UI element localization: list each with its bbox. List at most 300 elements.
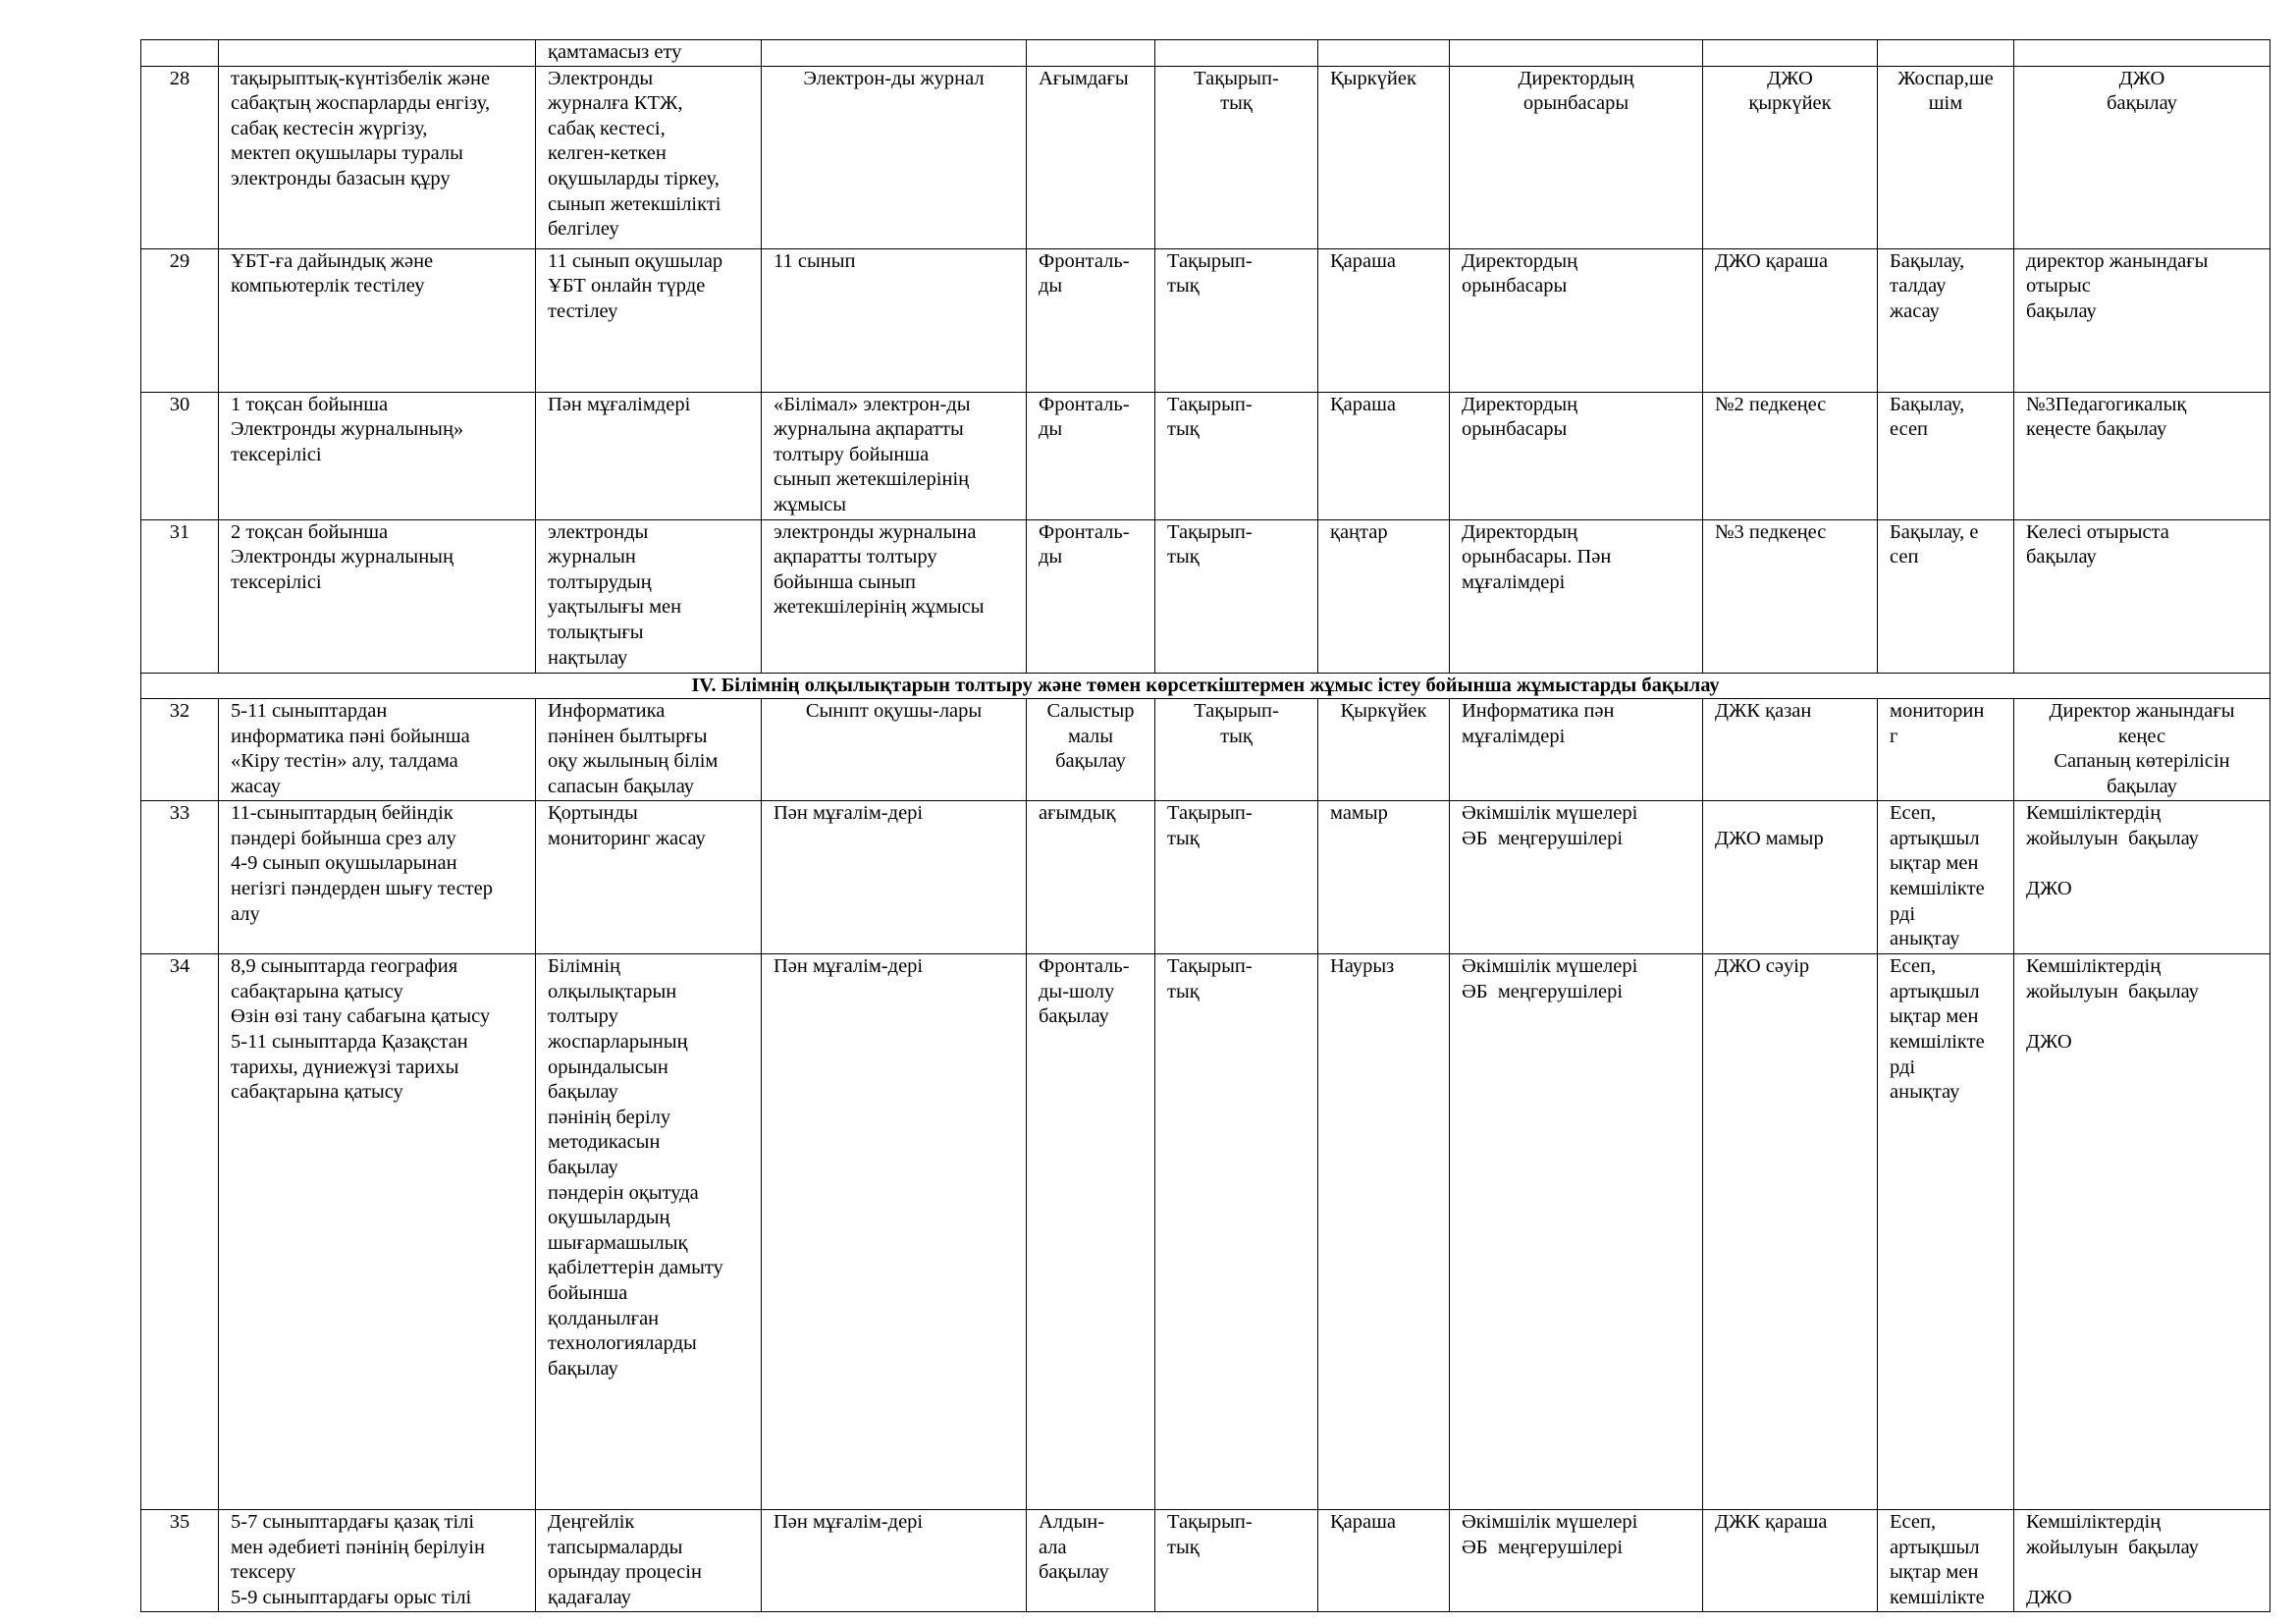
cell-line: бақылау (1055, 750, 1126, 773)
cell-line: Қараша (1330, 393, 1397, 415)
cell-line: Әкімшілік мүшелері (1462, 955, 1638, 978)
cell-col-decision (2014, 66, 2270, 248)
cell-col-type (1027, 1510, 1155, 1612)
cell-col-result (1878, 248, 2014, 392)
row-number: 34 (141, 954, 219, 1510)
cell-line: Ағымдағы (1039, 67, 1129, 89)
cell-col-form (1155, 699, 1318, 801)
cell-line: Наурыз (1330, 955, 1395, 978)
cell-col-type (1027, 801, 1155, 954)
cell-line: Тақырып- (1167, 1511, 1253, 1534)
table-row (141, 519, 2270, 673)
cell-line: мониторин (1890, 700, 1985, 723)
cell-line: келген-кеткен (548, 142, 667, 165)
cell-col-purpose (536, 519, 762, 673)
cell-line: сабақ кестесін жүргізу, (231, 117, 428, 139)
cell-col-form (1155, 519, 1318, 673)
cell-col-purpose (536, 801, 762, 954)
cell-col-type (1027, 519, 1155, 673)
table-row (141, 1510, 2270, 1612)
cell-line: Кемшіліктердің (2026, 1511, 2162, 1534)
cell-col-decision (2014, 954, 2270, 1510)
cell-col-responsible (1450, 519, 1703, 673)
cell-col-result (1878, 1510, 2014, 1612)
cell-line: анықтау (1890, 928, 1960, 950)
cell-line: бақылау (2026, 546, 2097, 568)
cell-line: рді (1890, 1056, 1916, 1078)
cell-line: Информатика пән (1462, 700, 1615, 723)
cell-line: тестілеу (548, 299, 618, 322)
cell-line: Электронды (548, 67, 654, 89)
cell-line: «Білімал» электрон-ды (774, 393, 971, 415)
cell-col-decision (2014, 801, 2270, 954)
cell-line: толықтығы (548, 621, 644, 643)
table-row-continuation (141, 40, 2270, 67)
cell-line: Кемшіліктердің (2026, 955, 2162, 978)
cell-col-purpose (536, 248, 762, 392)
cell-line: ДЖО (2026, 1030, 2072, 1053)
cell-line: толтыру бойынша (774, 443, 930, 465)
cell-line: ДЖО (2118, 67, 2165, 89)
cell-line: сабақ кестесі, (548, 117, 666, 139)
cell-col-period (1318, 801, 1450, 954)
cell-col-decision (2014, 392, 2270, 519)
table-body (141, 40, 2270, 1612)
cell-line: ДЖО (2026, 1586, 2072, 1608)
table-row (141, 66, 2270, 248)
cell-line: г (1890, 725, 1898, 747)
cell-line: Фронталь- (1039, 520, 1130, 543)
cell-line: рді (1890, 902, 1916, 925)
cell-line: Кемшіліктердің (2026, 802, 2162, 825)
cell-col-review-place (1703, 699, 1878, 801)
cell-line: тық (1167, 418, 1200, 441)
cell-line: жетекшілерінің жұмысы (774, 596, 985, 619)
cell-col-responsible (1450, 248, 1703, 392)
cell-line: ДЖО (2026, 877, 2072, 899)
cell-line: 2 тоқсан бойынша (231, 520, 389, 543)
cell-line: ӘБ меңгерушілері (1462, 827, 1624, 849)
cell-line (2026, 1004, 2258, 1030)
cell-line: тық (1167, 275, 1200, 298)
cell-line: Тақырып- (1194, 700, 1279, 723)
cell-col-activity (219, 699, 536, 801)
cell-line: мамыр (1330, 802, 1388, 825)
cell-line: тық (1220, 725, 1253, 747)
cell-line: негізгі пәндерден шығу тестер (231, 877, 493, 899)
cell-line: 8,9 сыныптарда география (231, 955, 458, 978)
cell-col-type (1027, 248, 1155, 392)
cell-col-activity (219, 954, 536, 1510)
cell-col-purpose (536, 1510, 762, 1612)
cell-line: анықтау (1890, 1081, 1960, 1104)
cell-line: Директордың (1462, 520, 1578, 543)
cell-line: бақылау (2107, 92, 2177, 115)
cell-col-decision (2014, 248, 2270, 392)
cell-line: жасау (1890, 299, 1940, 322)
cell-line: Есеп, (1890, 802, 1937, 825)
cell-line: Директордың (1462, 249, 1578, 272)
cell-line: бақылау (548, 1156, 618, 1178)
cell-col-purpose (536, 40, 762, 67)
cell-col-object (762, 40, 1027, 67)
cell-line: бойынша (548, 1281, 628, 1304)
cell-line: 5-9 сыныптардағы орыс тілі (231, 1586, 472, 1608)
cell-line: директор жанындағы (2026, 249, 2209, 272)
cell-col-responsible (1450, 954, 1703, 1510)
cell-line: ҰБТ онлайн түрде (548, 275, 706, 298)
cell-line: бақылау (1039, 1005, 1109, 1028)
cell-line: ақпаратты толтыру (774, 546, 937, 568)
cell-line: Сапаның көтерілісін (2054, 750, 2230, 773)
cell-line: жойылуын бақылау (2026, 827, 2199, 849)
cell-line: №3 педкеңес (1715, 520, 1827, 543)
cell-line: уақтылығы мен (548, 596, 682, 619)
cell-line: шығармашылық (548, 1231, 688, 1254)
cell-line: артықшыл (1890, 1536, 1980, 1558)
cell-col-form (1155, 40, 1318, 67)
cell-line: оқушылардың (548, 1207, 670, 1229)
cell-line: олқылықтарын (548, 980, 677, 1002)
cell-line: ала (1039, 1536, 1067, 1558)
cell-col-result (1878, 519, 2014, 673)
cell-col-result (1878, 801, 2014, 954)
cell-line: компьютерлік тестілеу (231, 275, 425, 298)
cell-col-number (141, 40, 219, 67)
cell-line: 11 сынып (774, 249, 856, 272)
cell-line: мен әдебиеті пәнінің берілуін (231, 1536, 485, 1558)
cell-line: кемшілікте (1890, 1586, 1985, 1608)
cell-line: методикасын (548, 1131, 661, 1154)
cell-line: тық (1167, 980, 1200, 1002)
cell-col-decision (2014, 40, 2270, 67)
cell-line: алу (231, 902, 260, 925)
row-number: 32 (141, 699, 219, 801)
cell-line: Тақырып- (1167, 955, 1253, 978)
cell-line: электронды базасын құру (231, 167, 451, 189)
cell-line: сабақтарына қатысу (231, 1081, 403, 1104)
cell-line: тексеру (231, 1561, 296, 1584)
cell-col-purpose (536, 954, 762, 1510)
cell-line (1715, 801, 1865, 827)
cell-text: қамтамасыз ету (548, 41, 682, 63)
cell-line: жойылуын бақылау (2026, 980, 2199, 1002)
cell-col-object (762, 519, 1027, 673)
cell-col-responsible (1450, 1510, 1703, 1612)
cell-line: Фронталь- (1039, 249, 1130, 272)
cell-col-review-place (1703, 66, 1878, 248)
cell-line: журналын (548, 546, 636, 568)
cell-col-form (1155, 66, 1318, 248)
cell-col-activity (219, 1510, 536, 1612)
cell-line: орынбасары. Пән (1462, 546, 1612, 568)
cell-line: толтырудың (548, 570, 652, 593)
cell-line: орындалысын (548, 1056, 668, 1078)
cell-col-result (1878, 40, 2014, 67)
cell-line: бақылау (2026, 299, 2097, 322)
cell-line: Есеп, (1890, 1511, 1937, 1534)
cell-line: белгілеу (548, 218, 619, 241)
cell-line: 4-9 сынып оқушыларынан (231, 852, 457, 875)
cell-col-activity (219, 248, 536, 392)
cell-col-responsible (1450, 66, 1703, 248)
cell-line: Электронды журналының (231, 546, 454, 568)
cell-line: тақырыптық-күнтізбелік және (231, 67, 491, 89)
row-number: 29 (141, 248, 219, 392)
cell-line: шім (1928, 92, 1963, 115)
cell-col-activity (219, 392, 536, 519)
cell-line: тапсырмаларды (548, 1536, 683, 1558)
cell-col-activity (219, 519, 536, 673)
cell-line: қыркүйек (1748, 92, 1832, 115)
cell-line: «Кіру тестін» алу, талдама (231, 750, 458, 773)
cell-line: мектеп оқушылары туралы (231, 142, 463, 165)
cell-line: мониторинг жасау (548, 827, 706, 849)
cell-line: жоспарларының (548, 1030, 688, 1053)
cell-line: Тақырып- (1167, 802, 1253, 825)
cell-col-responsible (1450, 801, 1703, 954)
cell-line: Директордың (1462, 393, 1578, 415)
cell-col-review-place (1703, 1510, 1878, 1612)
cell-line: мұғалімдері (1462, 570, 1566, 593)
cell-line: нақтылау (548, 646, 628, 669)
cell-line: Әкімшілік мүшелері (1462, 1511, 1638, 1534)
cell-line: Әкімшілік мүшелері (1462, 802, 1638, 825)
cell-col-decision (2014, 1510, 2270, 1612)
cell-line: ДЖО қараша (1715, 249, 1829, 272)
cell-line: есеп (1890, 418, 1929, 441)
table-row (141, 248, 2270, 392)
cell-line: ДЖК қараша (1715, 1511, 1828, 1534)
cell-line: Пән мұғалім-дері (774, 802, 924, 825)
cell-col-period (1318, 248, 1450, 392)
cell-col-review-place (1703, 519, 1878, 673)
cell-line: артықшыл (1890, 980, 1980, 1002)
cell-line: сынып жетекшілікті (548, 192, 721, 215)
cell-line: ӘБ меңгерушілері (1462, 980, 1624, 1002)
cell-line: бақылау (1039, 1561, 1109, 1584)
cell-line: пәнінің берілу (548, 1106, 671, 1128)
cell-line: ды (1039, 418, 1063, 441)
cell-col-object (762, 699, 1027, 801)
cell-line: бақылау (548, 1357, 618, 1380)
cell-col-period (1318, 519, 1450, 673)
control-plan-table (140, 39, 2270, 1612)
cell-col-object (762, 66, 1027, 248)
cell-line: кеңес (2117, 725, 2166, 747)
cell-line: Фронталь- (1039, 955, 1130, 978)
cell-line: Фронталь- (1039, 393, 1130, 415)
table-row (141, 392, 2270, 519)
cell-line: журналына ақпаратты (774, 418, 964, 441)
cell-line: Тақырып- (1167, 249, 1253, 272)
cell-line: Тақырып- (1167, 520, 1253, 543)
section-row (141, 673, 2270, 699)
cell-line: тық (1167, 1536, 1200, 1558)
cell-col-review-place (1703, 40, 1878, 67)
cell-line: ДЖК қазан (1715, 700, 1812, 723)
cell-line: жұмысы (774, 493, 847, 515)
cell-col-type (1027, 40, 1155, 67)
cell-line: ықтар мен (1890, 1561, 1979, 1584)
cell-line: сабақтарына қатысу (231, 980, 403, 1002)
cell-col-activity (219, 40, 536, 67)
cell-line: Қыркүйек (1330, 67, 1416, 89)
cell-col-period (1318, 1510, 1450, 1612)
cell-line: Пән мұғалім-дері (774, 1511, 924, 1534)
cell-line: орынбасары (1462, 418, 1568, 441)
cell-line: Информатика (548, 700, 666, 723)
cell-line: Бақылау, (1890, 393, 1965, 415)
cell-col-type (1027, 954, 1155, 1510)
cell-line (2026, 1560, 2258, 1586)
cell-col-result (1878, 392, 2014, 519)
table-row (141, 801, 2270, 954)
cell-col-decision (2014, 699, 2270, 801)
cell-line: талдау (1890, 275, 1947, 298)
cell-line: Қараша (1330, 1511, 1397, 1534)
cell-col-responsible (1450, 699, 1703, 801)
section-heading: IV. Білімнің олқылықтарын толтыру және төмен көрсеткіштермен жұмыс істеу бойынша жұмыстарды бақылау (141, 673, 2270, 699)
cell-col-responsible (1450, 40, 1703, 67)
cell-line: тық (1220, 92, 1253, 115)
cell-col-object (762, 801, 1027, 954)
cell-line: артықшыл (1890, 827, 1980, 849)
cell-col-form (1155, 1510, 1318, 1612)
cell-line: тарихы, дүниежүзі тарихы (231, 1056, 459, 1078)
cell-line: Салыстыр (1046, 700, 1135, 723)
row-number: 35 (141, 1510, 219, 1612)
cell-line: Электронды журналының» (231, 418, 464, 441)
cell-line: пәндері бойынша срез алу (231, 827, 456, 849)
cell-line: тексерілісі (231, 570, 322, 593)
cell-line: мұғалімдері (1462, 725, 1566, 747)
cell-line: жойылуын бақылау (2026, 1536, 2199, 1558)
cell-line: Электрон-ды журнал (803, 67, 985, 89)
cell-line: технологияларды (548, 1332, 697, 1355)
cell-line: Білімнің (548, 955, 621, 978)
cell-line: 1 тоқсан бойынша (231, 393, 389, 415)
cell-line: Қыркүйек (1340, 700, 1427, 723)
cell-col-purpose (536, 392, 762, 519)
cell-line: Пән мұғалім-дері (774, 955, 924, 978)
cell-line: Тақырып- (1167, 393, 1253, 415)
cell-line: оқушыларды тіркеу, (548, 167, 720, 189)
cell-line: қолданылған (548, 1307, 660, 1329)
cell-line: Пән мұғалімдері (548, 393, 691, 415)
cell-col-form (1155, 392, 1318, 519)
cell-line: Тақырып- (1194, 67, 1279, 89)
cell-line: Өзін өзі тану сабағына қатысу (231, 1005, 491, 1028)
cell-col-activity (219, 66, 536, 248)
cell-col-type (1027, 392, 1155, 519)
cell-line: №3Педагогикалық (2026, 393, 2187, 415)
cell-line: Деңгейлік (548, 1511, 635, 1534)
cell-col-object (762, 248, 1027, 392)
cell-line: орынбасары (1462, 275, 1568, 298)
cell-line: ықтар мен (1890, 852, 1979, 875)
cell-line: орындау процесін (548, 1561, 702, 1584)
cell-col-type (1027, 699, 1155, 801)
cell-line: бақылау (2107, 775, 2177, 797)
cell-col-responsible (1450, 392, 1703, 519)
cell-line: тық (1167, 546, 1200, 568)
cell-line: Келесі отырыста (2026, 520, 2169, 543)
cell-line: қаңтар (1330, 520, 1388, 543)
cell-line: ды (1039, 546, 1063, 568)
cell-col-object (762, 1510, 1027, 1612)
cell-col-period (1318, 40, 1450, 67)
cell-col-form (1155, 248, 1318, 392)
cell-line: Директор жанындағы (2049, 700, 2235, 723)
cell-line: ды (1039, 275, 1063, 298)
cell-col-purpose (536, 699, 762, 801)
cell-line: Қортынды (548, 802, 638, 825)
cell-line: Алдын- (1039, 1511, 1105, 1534)
cell-col-result (1878, 699, 2014, 801)
cell-line: 5-11 сыныптардан (231, 700, 388, 723)
cell-line: пәндерін оқытуда (548, 1181, 699, 1204)
cell-line: ӘБ меңгерушілері (1462, 1536, 1624, 1558)
row-number: 33 (141, 801, 219, 954)
cell-col-period (1318, 954, 1450, 1510)
cell-line: ДЖО мамыр (1715, 827, 1824, 849)
cell-line: толтыру (548, 1005, 618, 1028)
cell-line: Жоспар,ше (1897, 67, 1994, 89)
cell-col-activity (219, 801, 536, 954)
cell-line: бақылау (548, 1081, 618, 1104)
cell-line: журналға КТЖ, (548, 92, 683, 115)
cell-line: электронды журналына (774, 520, 977, 543)
cell-col-review-place (1703, 248, 1878, 392)
cell-line: бойынша сынып (774, 570, 916, 593)
cell-col-result (1878, 954, 2014, 1510)
cell-col-review-place (1703, 801, 1878, 954)
cell-line: орынбасары (1522, 92, 1629, 115)
cell-line: қабілеттерін дамыту (548, 1257, 723, 1279)
cell-col-form (1155, 801, 1318, 954)
cell-line: тексерілісі (231, 443, 322, 465)
cell-line: 5-11 сыныптарда Қазақстан (231, 1030, 468, 1053)
cell-line: 5-7 сыныптардағы қазақ тілі (231, 1511, 475, 1534)
table-row (141, 699, 2270, 801)
cell-line: №2 педкеңес (1715, 393, 1827, 415)
cell-col-review-place (1703, 954, 1878, 1510)
cell-line: Қараша (1330, 249, 1397, 272)
cell-col-result (1878, 66, 2014, 248)
cell-col-purpose (536, 66, 762, 248)
cell-line: ағымдық (1039, 802, 1116, 825)
cell-line: Директордың (1518, 67, 1634, 89)
cell-line: Сынıпт оқушы-лары (805, 700, 983, 723)
cell-col-object (762, 954, 1027, 1510)
cell-line: Бақылау, (1890, 249, 1965, 272)
cell-line: Бақылау, е (1890, 520, 1979, 543)
cell-line: сынып жетекшілерінің (774, 468, 970, 491)
cell-line: ҰБТ-ға дайындық және (231, 249, 434, 272)
cell-line: кеңесте бақылау (2026, 418, 2167, 441)
cell-line: оқу жылының білім (548, 750, 719, 773)
cell-line: Есеп, (1890, 955, 1937, 978)
cell-line: 11 сынып оқушылар (548, 249, 723, 272)
cell-line: информатика пәні бойынша (231, 725, 470, 747)
row-number: 30 (141, 392, 219, 519)
cell-line: 11-сыныптардың бейіндік (231, 802, 454, 825)
cell-line: пәнінен былтырғы (548, 725, 708, 747)
cell-line: қадағалау (548, 1586, 631, 1608)
cell-line: отырыс (2026, 275, 2091, 298)
cell-col-form (1155, 954, 1318, 1510)
